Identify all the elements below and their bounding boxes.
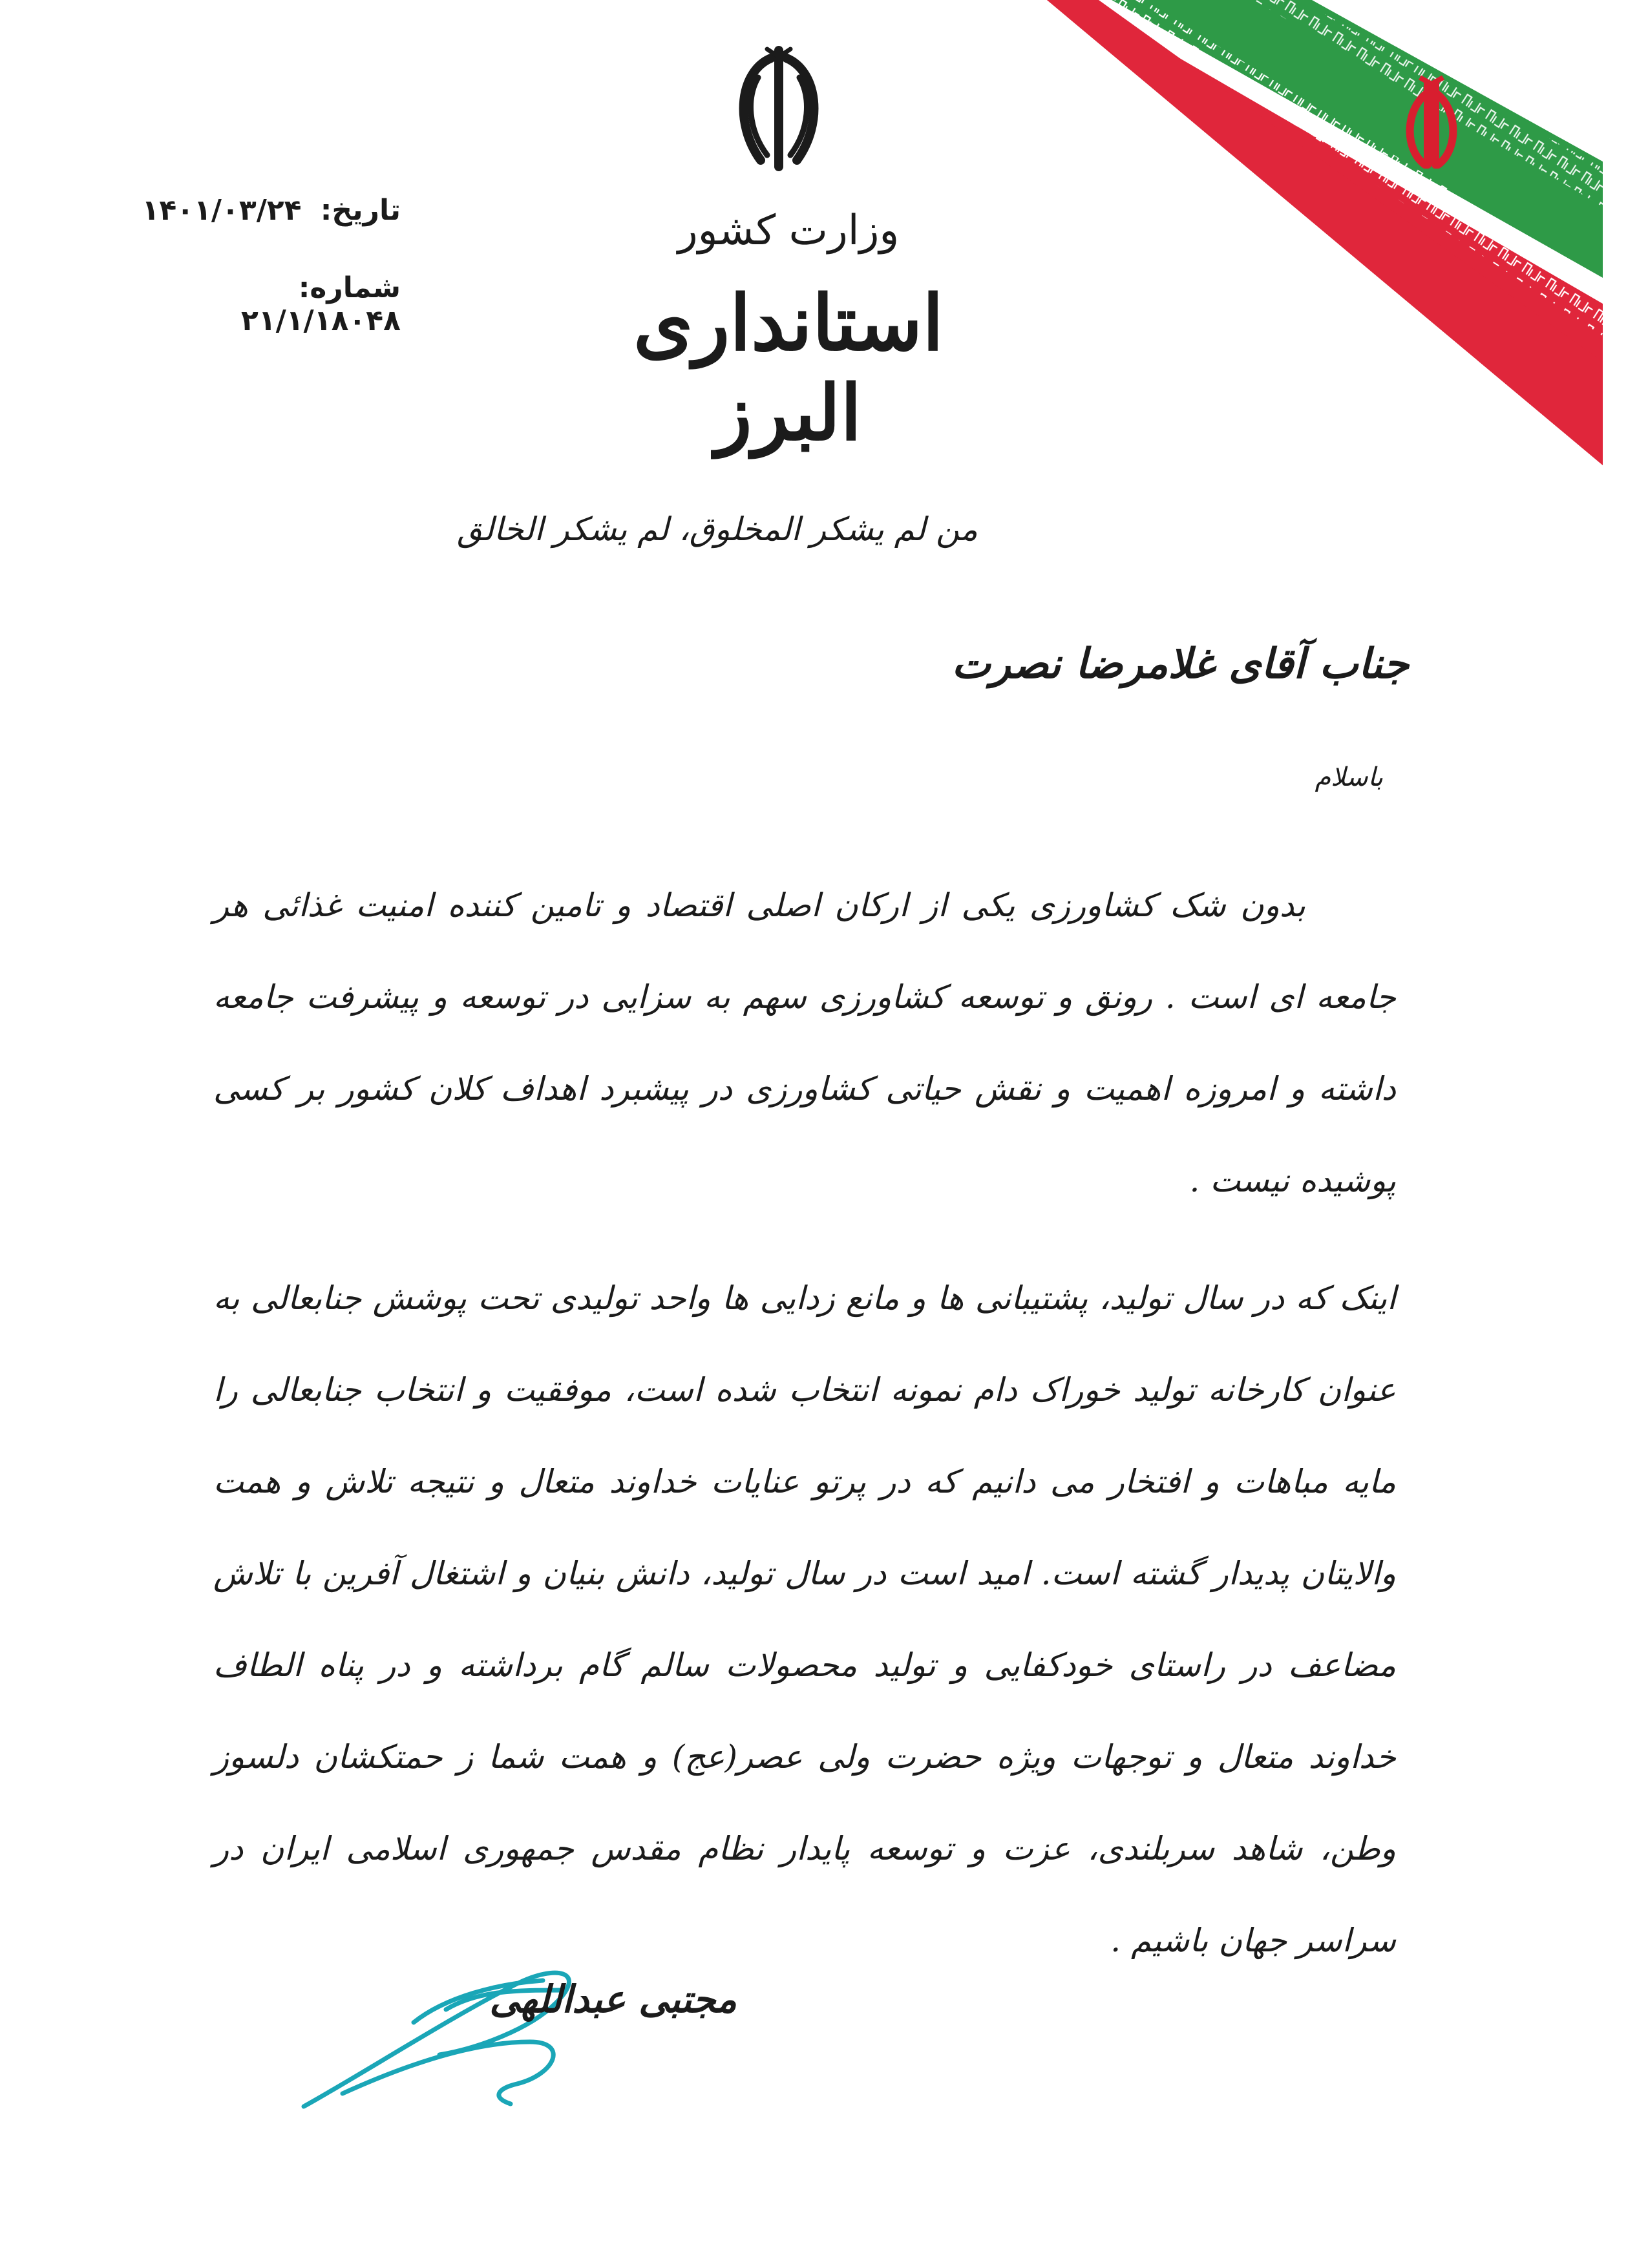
letter-date — [129, 194, 401, 227]
greeting: باسلام — [1315, 762, 1383, 792]
body-paragraph-1: بدون شک کشاورزی یکی از ارکان اصلی اقتصاد و تامین کننده امنیت غذائی هر جامعه ای است . رونق و توسعه کشاورزی سهم به سزایی در توسعه و پیشرفت جامعه داشته و امروزه اهمیت و نقش حیاتی کشاورزی در پیشبرد اهداف کلان کشور بر کسی پوشیده نیست . — [213, 887, 1396, 1199]
opening-quote: من لم یشکر المخلوق، لم یشکر الخالق — [457, 510, 978, 548]
ministry-name: وزارت کشور — [677, 207, 900, 255]
signer-name: مجتبی عبداللهی — [489, 1977, 737, 2021]
number-value: ۲۱/۱/۱۸۰۴۸ — [241, 304, 401, 337]
organization-name: استانداری البرز — [633, 278, 944, 457]
letter-body — [213, 859, 1396, 2012]
iran-emblem-icon — [721, 45, 837, 174]
date-value: ۱۴۰۱/۰۳/۲۴ — [142, 194, 302, 227]
body-paragraph-2: اینک که در سال تولید، پشتیبانی ها و مانع زدایی ها واحد تولیدی تحت پوشش جنابعالی به عنوان کارخانه تولید خوراک دام نمونه انتخاب شده است، موفقیت و انتخاب جنابعالی را مایه مباهات و افتخار می دانیم که در پرتو عنایات خداوند متعال و نتیجه تلاش و همت والایتان پدیدار گشته است. امید است در سال تولید، دانش بنیان و اشتغال آفرین با تلاش مضاعف در راستای خودکفایی و تولید محصولات سالم گام برداشته و در پناه الطاف خداوند متعال و توجهات ویژه حضرت ولی عصر(عج) و همت شما ز حمتکشان دلسوز وطن، شاهد سربلندی، عزت و توسعه پایدار نظام مقدس جمهوری اسلامی ایران در سراسر جهان باشیم . — [213, 1279, 1396, 1959]
date-label: تاریخ: — [320, 194, 401, 227]
recipient-name: جناب آقای غلامرضا نصرت — [951, 640, 1409, 688]
number-label: شماره: — [298, 271, 401, 304]
letter-number — [129, 271, 401, 337]
